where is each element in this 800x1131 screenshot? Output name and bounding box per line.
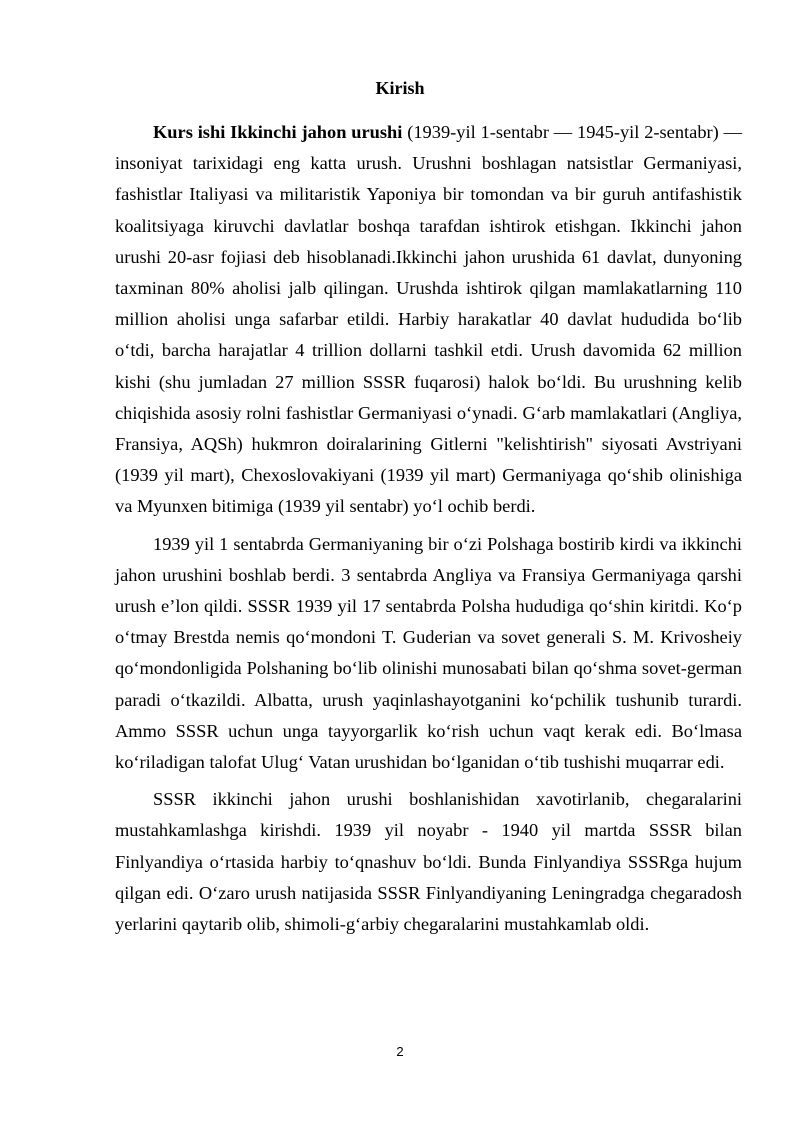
paragraph-3: SSSR ikkinchi jahon urushi boshlanishidan xavotirlanib, chegaralarini mustahkamlashga kirishdi. 1939 yil noyabr - 1940 yil martda SSSR bilan Finlyandiya oʻrtasida harbiy toʻqnashuv boʻldi. Bunda Finlyandiya SSSRga hujum qilgan edi. Oʻzaro urush natijasida SSSR Finlyandiyaning Leningradga chegaradosh yerlarini qaytarib olib, shimoli-gʻarbiy chegaralarini mustahkamlab oldi. (115, 789, 742, 935)
body-text (115, 117, 742, 940)
paragraph-1 (115, 117, 742, 523)
page-number: 2 (396, 1044, 404, 1059)
section-heading: Kirish (375, 78, 425, 98)
paragraph-1-text: (1939-yil 1-sentabr — 1945-yil 2-sentabr) — insoniyat tarixidagi eng katta urush. Urushni boshlagan natsistlar Germaniyasi, fashistlar Italiyasi va militaristik Yaponiya bir tomondan va bir guruh antifashistik koalitsiyaga kiruvchi davlatlar boshqa tarafdan ishtirok etishgan. Ikkinchi jahon urushi 20-asr fojiasi deb hisoblanadi.Ikkinchi jahon urushida 61 davlat, dunyoning taxminan 80% aholisi jalb qilingan. Urushda ishtirok qilgan mamlakatlarning 110 million aholisi unga safarbar etildi. Harbiy harakatlar 40 davlat hududida boʻlib oʻtdi, barcha harajatlar 4 trillion dollarni tashkil etdi. Urush davomida 62 million kishi (shu jumladan 27 million SSSR fuqarosi) halok boʻldi. Bu urushning kelib chiqishida asosiy rolni fashistlar Germaniyasi oʻynadi. Gʻarb mamlakatlari (Angliya, Fransiya, AQSh) hukmron doiralarining Gitlerni "kelishtirish" siyosati Avstriyani (1939 yil mart), Chexoslovakiyani (1939 yil mart) Germaniyaga qoʻshib olinishiga va Myunxen bitimiga (1939 yil sentabr) yoʻl ochib berdi. (115, 122, 742, 517)
paragraph-2: 1939 yil 1 sentabrda Germaniyaning bir oʻzi Polshaga bostirib kirdi va ikkinchi jahon urushini boshlab berdi. 3 sentabrda Angliya va Fransiya Germaniyaga qarshi urush eʼlon qildi. SSSR 1939 yil 17 sentabrda Polsha hududiga qoʻshin kiritdi. Koʻp oʻtmay Brestda nemis qoʻmondoni T. Guderian va sovet generali S. M. Krivosheiy qoʻmondonligida Polshaning boʻlib olinishi munosabati bilan qoʻshma sovet-german paradi oʻtkazildi. Albatta, urush yaqinlashayotganini koʻpchilik tushunib turardi. Ammo SSSR uchun unga tayyorgarlik koʻrish uchun vaqt kerak edi. Boʻlmasa koʻriladigan talofat Ulugʻ Vatan urushidan boʻlganidan oʻtib tushishi muqarrar edi. (115, 533, 742, 773)
paragraph-lead-bold: Kurs ishi Ikkinchi jahon urushi (153, 122, 403, 142)
